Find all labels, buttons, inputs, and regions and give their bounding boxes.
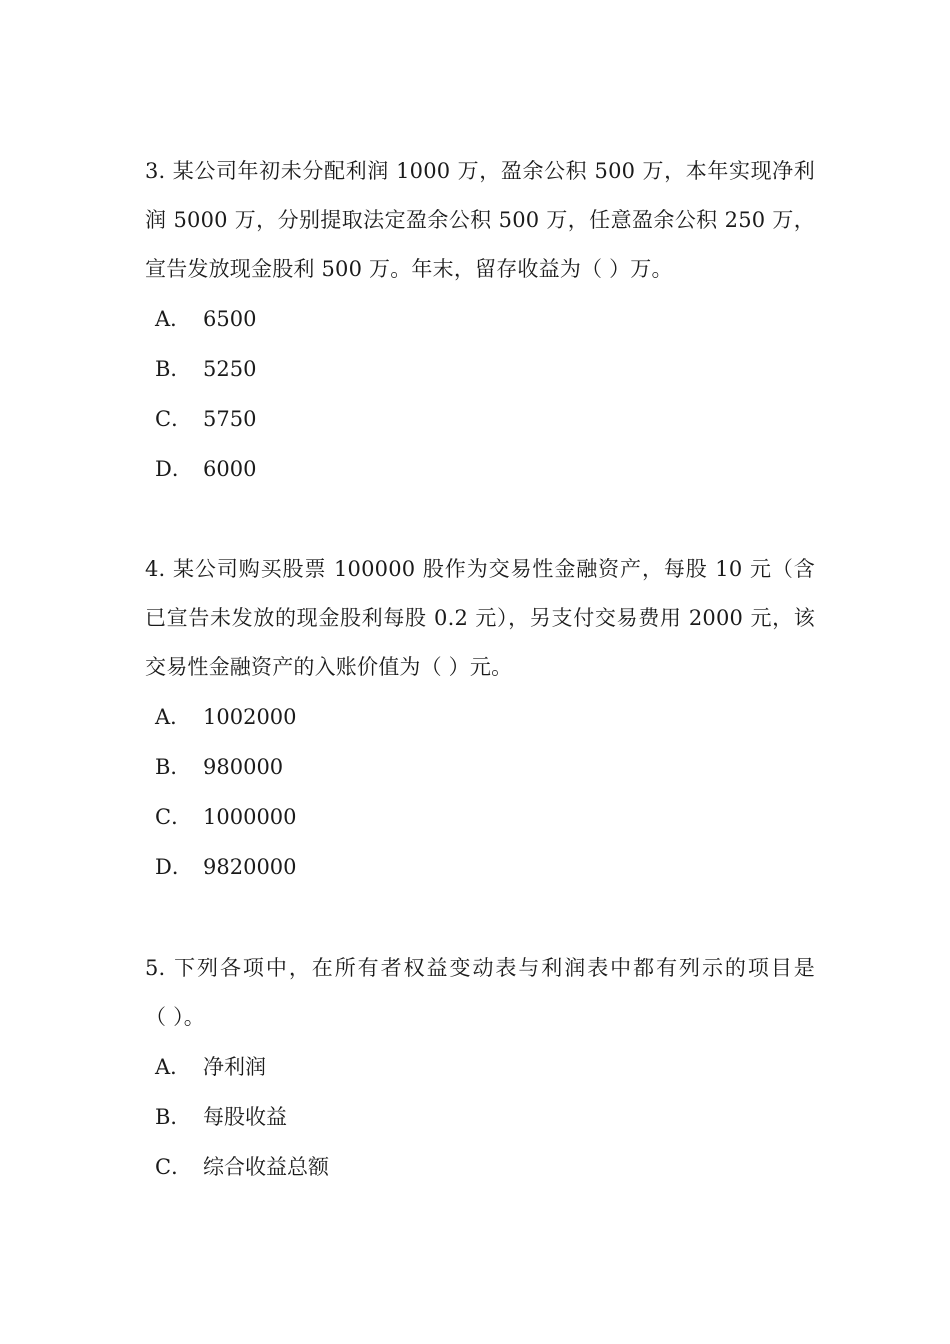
option-b [145,742,815,792]
option-a [145,692,815,742]
option-text: 每股收益 [203,1105,287,1129]
option-d [145,842,815,892]
option-text: 5750 [203,407,257,431]
option-text: 综合收益总额 [203,1155,329,1179]
option-c [145,394,815,444]
option-letter: A． [155,1055,192,1079]
option-letter: B． [155,1105,192,1129]
question-stem-line: 4. 某公司购买股票 100000 股作为交易性金融资产，每股 10 元（含 [145,557,815,581]
option-d [145,444,815,494]
option-letter: B． [155,755,192,779]
option-a [145,294,815,344]
question-stem-line: 润 5000 万，分别提取法定盈余公积 500 万，任意盈余公积 250 万， [145,208,815,232]
option-text: 5250 [203,357,257,381]
question-stem-line: 5. 下列各项中，在所有者权益变动表与利润表中都有列示的项目是 [145,956,815,980]
option-text: 9820000 [203,855,297,879]
question-stem-line: 交易性金融资产的入账价值为（ ）元。 [145,655,513,679]
option-text: 6000 [203,457,257,481]
option-text: 980000 [203,755,284,779]
option-letter: C． [155,805,193,829]
option-letter: C． [155,407,193,431]
question-5 [145,944,815,1192]
question-4 [145,545,815,892]
option-b [145,1092,815,1142]
option-text: 净利润 [203,1055,266,1079]
option-text: 1000000 [203,805,297,829]
question-stem-line: 3. 某公司年初未分配利润 1000 万，盈余公积 500 万，本年实现净利 [145,159,815,183]
option-letter: A． [155,307,192,331]
question-3 [145,147,815,494]
option-a [145,1042,815,1092]
option-letter: B． [155,357,192,381]
option-letter: D． [155,457,193,481]
question-stem-line: （ ）。 [145,1005,205,1029]
option-text: 6500 [203,307,257,331]
option-letter: D． [155,855,193,879]
option-letter: A． [155,705,192,729]
option-b [145,344,815,394]
question-stem-line: 已宣告未发放的现金股利每股 0.2 元），另支付交易费用 2000 元，该 [145,606,815,630]
option-text: 1002000 [203,705,297,729]
question-stem-line: 宣告发放现金股利 500 万。年末，留存收益为（ ）万。 [145,257,673,281]
option-c [145,1142,815,1192]
option-letter: C． [155,1155,193,1179]
option-c [145,792,815,842]
